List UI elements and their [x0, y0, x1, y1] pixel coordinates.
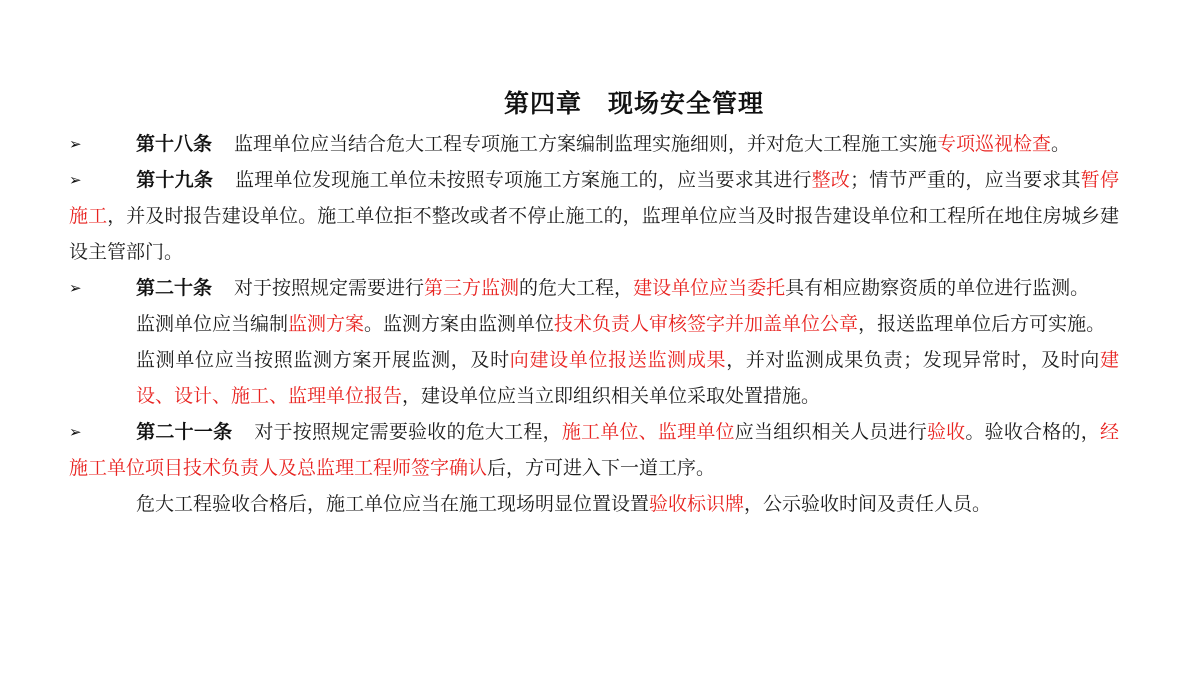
- article-number: 第十九条: [136, 169, 214, 191]
- highlighted-text: 向建设单位报送监测成果: [509, 349, 727, 371]
- body-paragraph: [69, 306, 1119, 342]
- body-text: 。: [1051, 133, 1071, 155]
- page-title: 第四章 现场安全管理: [503, 89, 764, 118]
- body-text: ，报送监理单位后方可实施。: [858, 313, 1106, 335]
- body-text: 监理单位应当结合危大工程专项施工方案编制监理实施细则，并对危大工程施工实施: [234, 133, 938, 155]
- right-arrowhead-icon: ➢: [69, 423, 82, 441]
- body-text: 对于按照规定需要进行: [234, 277, 425, 299]
- body-text: ；情节严重的，应当要求其: [850, 169, 1081, 191]
- body-paragraph: [69, 486, 1119, 522]
- right-arrowhead-icon: ➢: [69, 279, 82, 297]
- highlighted-text: 整改: [811, 169, 851, 191]
- right-arrowhead-icon: ➢: [69, 171, 82, 189]
- body-text: ，并及时报告建设单位。施工单位拒不整改或者不停止施工的，监理单位应当及时报告建设单位和工程所在地住房城乡建设主管部门。: [69, 205, 1119, 263]
- article-number: 第二十条: [136, 277, 213, 299]
- article-paragraph: [69, 162, 1119, 270]
- highlighted-text: 建设、设计、施工、监理单位报告: [136, 349, 1119, 407]
- highlighted-text: 第三方监测: [424, 277, 520, 299]
- article-paragraph: [69, 270, 1119, 306]
- body-text: 具有相应勘察资质的单位进行监测。: [785, 277, 1090, 299]
- body-text: 。监测方案由监测单位: [364, 313, 555, 335]
- highlighted-text: 验收标识牌: [649, 493, 745, 515]
- body-text: 。验收合格的，: [965, 421, 1100, 443]
- body-text: 应当组织相关人员进行: [734, 421, 927, 443]
- body-text: 的危大工程，: [519, 277, 634, 299]
- highlighted-text: 经施工单位项目技术负责人及总监理工程师签字确认: [69, 421, 1119, 479]
- highlighted-text: 验收: [926, 421, 966, 443]
- body-text: 监测单位应当按照监测方案开展监测，及时: [136, 349, 510, 371]
- body-paragraph: [69, 342, 1119, 414]
- article-number: 第十八条: [136, 133, 213, 155]
- highlighted-text: 建设单位应当委托: [633, 277, 786, 299]
- highlighted-text: 专项巡视检查: [937, 133, 1052, 155]
- article-paragraph: [69, 414, 1119, 486]
- highlighted-text: 施工单位、监理单位: [561, 421, 735, 443]
- body-text: 危大工程验收合格后，施工单位应当在施工现场明显位置设置: [136, 493, 650, 515]
- article-number: 第二十一条: [136, 421, 233, 443]
- body-text: 监测单位应当编制: [136, 313, 289, 335]
- article-paragraph: [69, 126, 1119, 162]
- body-text: 监理单位发现施工单位未按照专项施工方案施工的，应当要求其进行: [235, 169, 812, 191]
- body-text: 对于按照规定需要验收的危大工程，: [254, 421, 562, 443]
- body-text: 后，方可进入下一道工序。: [487, 457, 716, 479]
- body-text: ，公示验收时间及责任人员。: [744, 493, 992, 515]
- document-body: [69, 126, 1119, 522]
- body-text: ，建设单位应当立即组织相关单位采取处置措施。: [402, 385, 821, 407]
- body-text: ，并对监测成果负责；发现异常时，及时向: [726, 349, 1100, 371]
- highlighted-text: 暂停施工: [69, 169, 1119, 227]
- right-arrowhead-icon: ➢: [69, 135, 82, 153]
- highlighted-text: 技术负责人审核签字并加盖单位公章: [554, 313, 859, 335]
- highlighted-text: 监测方案: [288, 313, 365, 335]
